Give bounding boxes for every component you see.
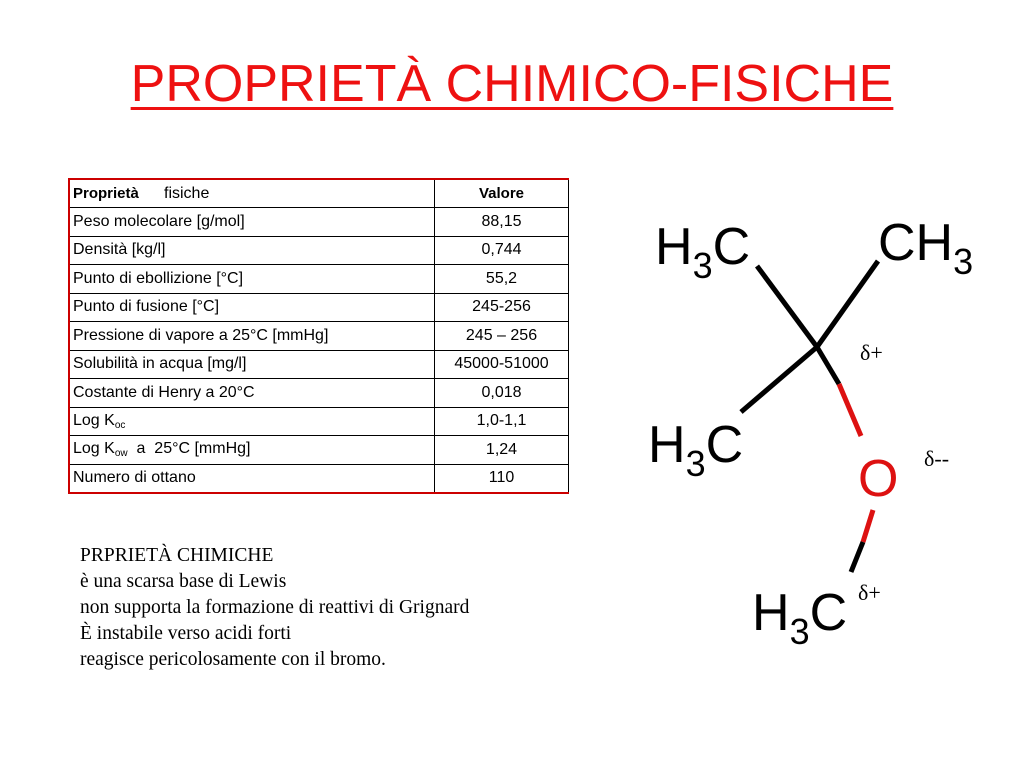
header-property-suffix: fisiche (164, 185, 210, 202)
table-header-row (69, 179, 569, 208)
value-cell: 0,744 (435, 236, 569, 265)
value-cell: 45000-51000 (435, 350, 569, 379)
methyl-group-bottom: $H_3C$ (752, 584, 848, 652)
notes-heading: PRPRIETÀ CHIMICHE (80, 545, 274, 566)
header-property-label: Proprietà (73, 185, 139, 202)
bond-line (741, 347, 817, 412)
property-main: Log K (73, 440, 115, 458)
value-cell: 55,2 (435, 265, 569, 294)
property-cell: Costante di Henry a 20°C (69, 379, 435, 408)
property-rest: a 25°C [mmHg] (127, 440, 251, 458)
table-row (69, 208, 569, 237)
methyl-group-top-right: $CH_3$ (878, 214, 974, 282)
property-cell: Densità [kg/l] (69, 236, 435, 265)
table-row (69, 407, 569, 436)
table-row (69, 293, 569, 322)
oxygen-atom: O (858, 450, 899, 508)
value-cell: 88,15 (435, 208, 569, 237)
property-main: Log K (73, 411, 115, 429)
partial-charge-carbon: δ+ (860, 340, 883, 365)
value-cell: 0,018 (435, 379, 569, 408)
property-cell (69, 436, 435, 465)
notes-line: È instabile verso acidi forti (80, 623, 292, 644)
table-row (69, 379, 569, 408)
bond-line (817, 261, 878, 347)
notes-line: è una scarsa base di Lewis (80, 571, 287, 592)
page-title: PROPRIETÀ CHIMICO-FISICHE (130, 55, 894, 113)
table-row (69, 436, 569, 465)
properties-table (68, 178, 569, 494)
header-value: Valore (435, 179, 569, 208)
property-cell: Peso molecolare [g/mol] (69, 208, 435, 237)
table-row (69, 322, 569, 351)
chemical-properties-notes (80, 543, 469, 673)
partial-charge-oxygen: δ-- (924, 446, 950, 471)
property-cell: Numero di ottano (69, 464, 435, 493)
property-cell: Punto di fusione [°C] (69, 293, 435, 322)
value-cell: 245-256 (435, 293, 569, 322)
property-cell: Solubilità in acqua [mg/l] (69, 350, 435, 379)
methyl-group-top-left: $H_3C$ (655, 218, 751, 286)
value-cell: 1,24 (435, 436, 569, 465)
polar-bond-line (839, 384, 861, 436)
table-row (69, 464, 569, 493)
value-cell: 245 – 256 (435, 322, 569, 351)
table-row (69, 350, 569, 379)
value-cell: 110 (435, 464, 569, 493)
property-cell: Punto di ebollizione [°C] (69, 265, 435, 294)
bond-line (817, 347, 839, 384)
header-property (69, 179, 435, 208)
table-row (69, 265, 569, 294)
polar-bond-line (863, 510, 873, 542)
partial-charge-methyl: δ+ (858, 580, 881, 605)
molecule-structure-diagram (610, 180, 1010, 680)
value-cell: 1,0-1,1 (435, 407, 569, 436)
methyl-group-mid-left: $H_3C$ (648, 416, 744, 484)
bond-line (851, 542, 863, 572)
property-subscript: ow (114, 448, 128, 460)
property-cell (69, 407, 435, 436)
notes-line: reagisce pericolosamente con il bromo. (80, 649, 386, 670)
notes-line: non supporta la formazione di reattivi di Grignard (80, 597, 470, 618)
property-cell: Pressione di vapore a 25°C [mmHg] (69, 322, 435, 351)
bond-line (757, 266, 817, 347)
property-subscript: oc (114, 419, 126, 431)
table-row (69, 236, 569, 265)
